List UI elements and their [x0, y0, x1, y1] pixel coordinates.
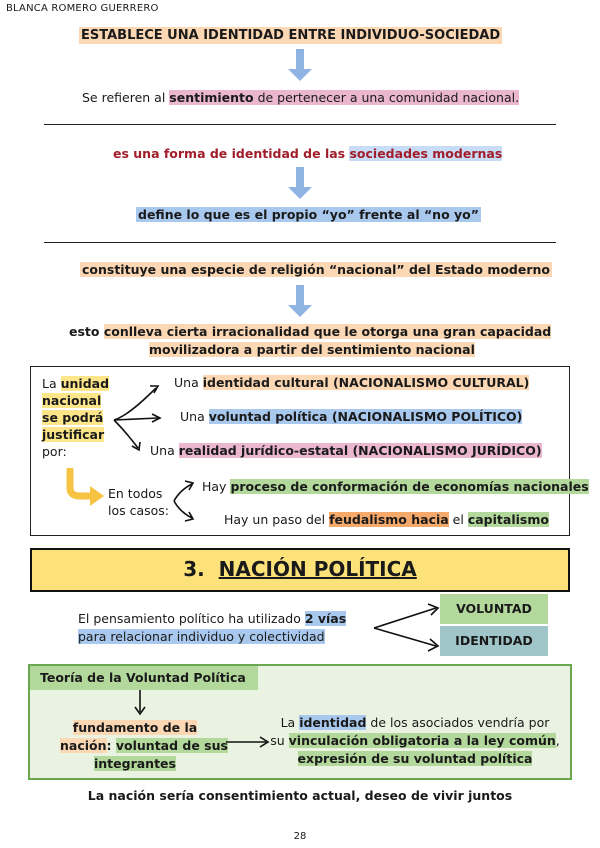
- sec4-line2: para relacionar individuo y colectividad: [78, 629, 325, 644]
- sec2-line1: [113, 146, 502, 161]
- box1-item2-hl2: (NACIONALISMO POLÍTICO): [327, 409, 523, 424]
- box2-right2-pre: su: [270, 733, 289, 748]
- sec3-line2-pre: esto: [69, 324, 104, 339]
- box1-left-text: [42, 375, 109, 460]
- box1-caso2-pre: Hay un paso del: [224, 512, 330, 527]
- sec4-line1-hl: 2 vías: [304, 611, 347, 626]
- sec2-line1-hl: sociedades modernas: [349, 146, 503, 161]
- sec2-line2: define lo que es el propio “yo” frente al “no yo”: [138, 207, 479, 222]
- sec3-line2: [69, 324, 551, 339]
- box1-left-hl4: justificar: [42, 427, 105, 442]
- box2-right2-hl: vinculación obligatoria a la ley común: [288, 733, 556, 748]
- divider-1: [44, 124, 556, 125]
- down-arrow-icon: [134, 690, 146, 716]
- box2-left2-mid: :: [106, 738, 116, 753]
- sec3-line1: constituye una especie de religión “nacional” del Estado moderno: [82, 262, 551, 277]
- box1-casos2: los casos:: [108, 503, 170, 518]
- down-arrow-icon: [288, 285, 312, 317]
- curved-arrow-icon: [62, 468, 106, 508]
- box1-left-hl3: se podrá: [42, 410, 104, 425]
- box2-left1: fundamento de la: [72, 720, 198, 735]
- sec3-line3: movilizadora a partir del sentimiento nacional: [149, 342, 475, 357]
- box2-right1-post: de los asociados vendría por: [366, 715, 550, 730]
- box1-item3: [150, 443, 542, 458]
- box2-left2-hl: nación: [60, 738, 107, 753]
- box1-caso1-hl: proceso de conformación de economías nacionales: [230, 479, 589, 494]
- sec1-line-hl: sentimiento: [169, 90, 254, 105]
- box1-caso2-mid: el: [448, 512, 468, 527]
- box2-right2-post: ,: [555, 733, 560, 748]
- box2-title: Teoría de la Voluntad Política: [30, 666, 258, 690]
- box1-item3-hl: realidad jurídico-estatal (NACIONALISMO JURÍDICO): [178, 443, 542, 458]
- option-voluntad: VOLUNTAD: [440, 594, 548, 624]
- conclusion-text: La nación sería consentimiento actual, deseo de vivir juntos: [87, 788, 513, 803]
- right-arrow-icon: [226, 736, 270, 748]
- sec1-title: ESTABLECE UNA IDENTIDAD ENTRE INDIVIDUO-SOCIEDAD: [81, 28, 501, 43]
- page-number: 28: [293, 831, 307, 842]
- sec2-line1-pre: es una forma de identidad de las: [113, 146, 350, 161]
- box2-left3: integrantes: [94, 756, 176, 771]
- option-identidad: IDENTIDAD: [440, 626, 548, 656]
- box1-caso2: [224, 512, 549, 527]
- two-way-arrows-icon: [370, 600, 442, 656]
- box1-left-pre: La: [42, 376, 61, 391]
- box2-right: [270, 714, 560, 768]
- box1-item2-pre: Una: [180, 409, 209, 424]
- sec4-text: [78, 610, 346, 646]
- box1-caso1: [202, 479, 589, 494]
- box2-right1-hl: identidad: [299, 715, 367, 730]
- box1-caso1-pre: Hay: [202, 479, 231, 494]
- box1-item3-pre: Una: [150, 443, 179, 458]
- box1-left-hl1: unidad: [60, 376, 110, 391]
- box2-right1-pre: La: [280, 715, 300, 730]
- sec4-line1-pre: El pensamiento político ha utilizado: [78, 611, 305, 626]
- sec3-line2-hl: conlleva cierta irracionalidad que le otorga una gran capacidad: [103, 324, 552, 339]
- author-header: BLANCA ROMERO GUERRERO: [6, 3, 159, 14]
- section-title-text: NACIÓN POLÍTICA: [218, 557, 417, 581]
- down-arrow-icon: [288, 167, 312, 199]
- sec1-line-post: de pertenecer a una comunidad nacional.: [253, 90, 520, 105]
- box1-item2: [180, 409, 522, 424]
- sec1-line: [82, 90, 519, 105]
- box1-item1: [174, 375, 529, 390]
- divider-2: [44, 242, 556, 243]
- box2-left2-hl2: voluntad de sus: [115, 738, 228, 753]
- box1-caso2-hl1: feudalismo hacia: [329, 512, 449, 527]
- box2-left: [60, 719, 228, 773]
- box1-casos1: En todos: [108, 486, 163, 501]
- section-title-number: 3.: [183, 557, 205, 581]
- box1-casos: [108, 485, 169, 519]
- down-arrow-icon: [288, 49, 312, 81]
- box1-caso2-hl2: capitalismo: [467, 512, 549, 527]
- fork-arrows-icon: [170, 478, 200, 524]
- box1-left-post: por:: [42, 444, 67, 459]
- sec1-line-pre: Se refieren al: [82, 90, 170, 105]
- box1-left-hl2: nacional: [42, 393, 102, 408]
- box2-right3: expresión de su voluntad política: [297, 751, 533, 766]
- box1-item1-pre: Una: [174, 375, 203, 390]
- section-title: [0, 557, 600, 581]
- box1-item2-hl1: voluntad política: [208, 409, 328, 424]
- box1-item1-hl: identidad cultural (NACIONALISMO CULTURAL): [202, 375, 530, 390]
